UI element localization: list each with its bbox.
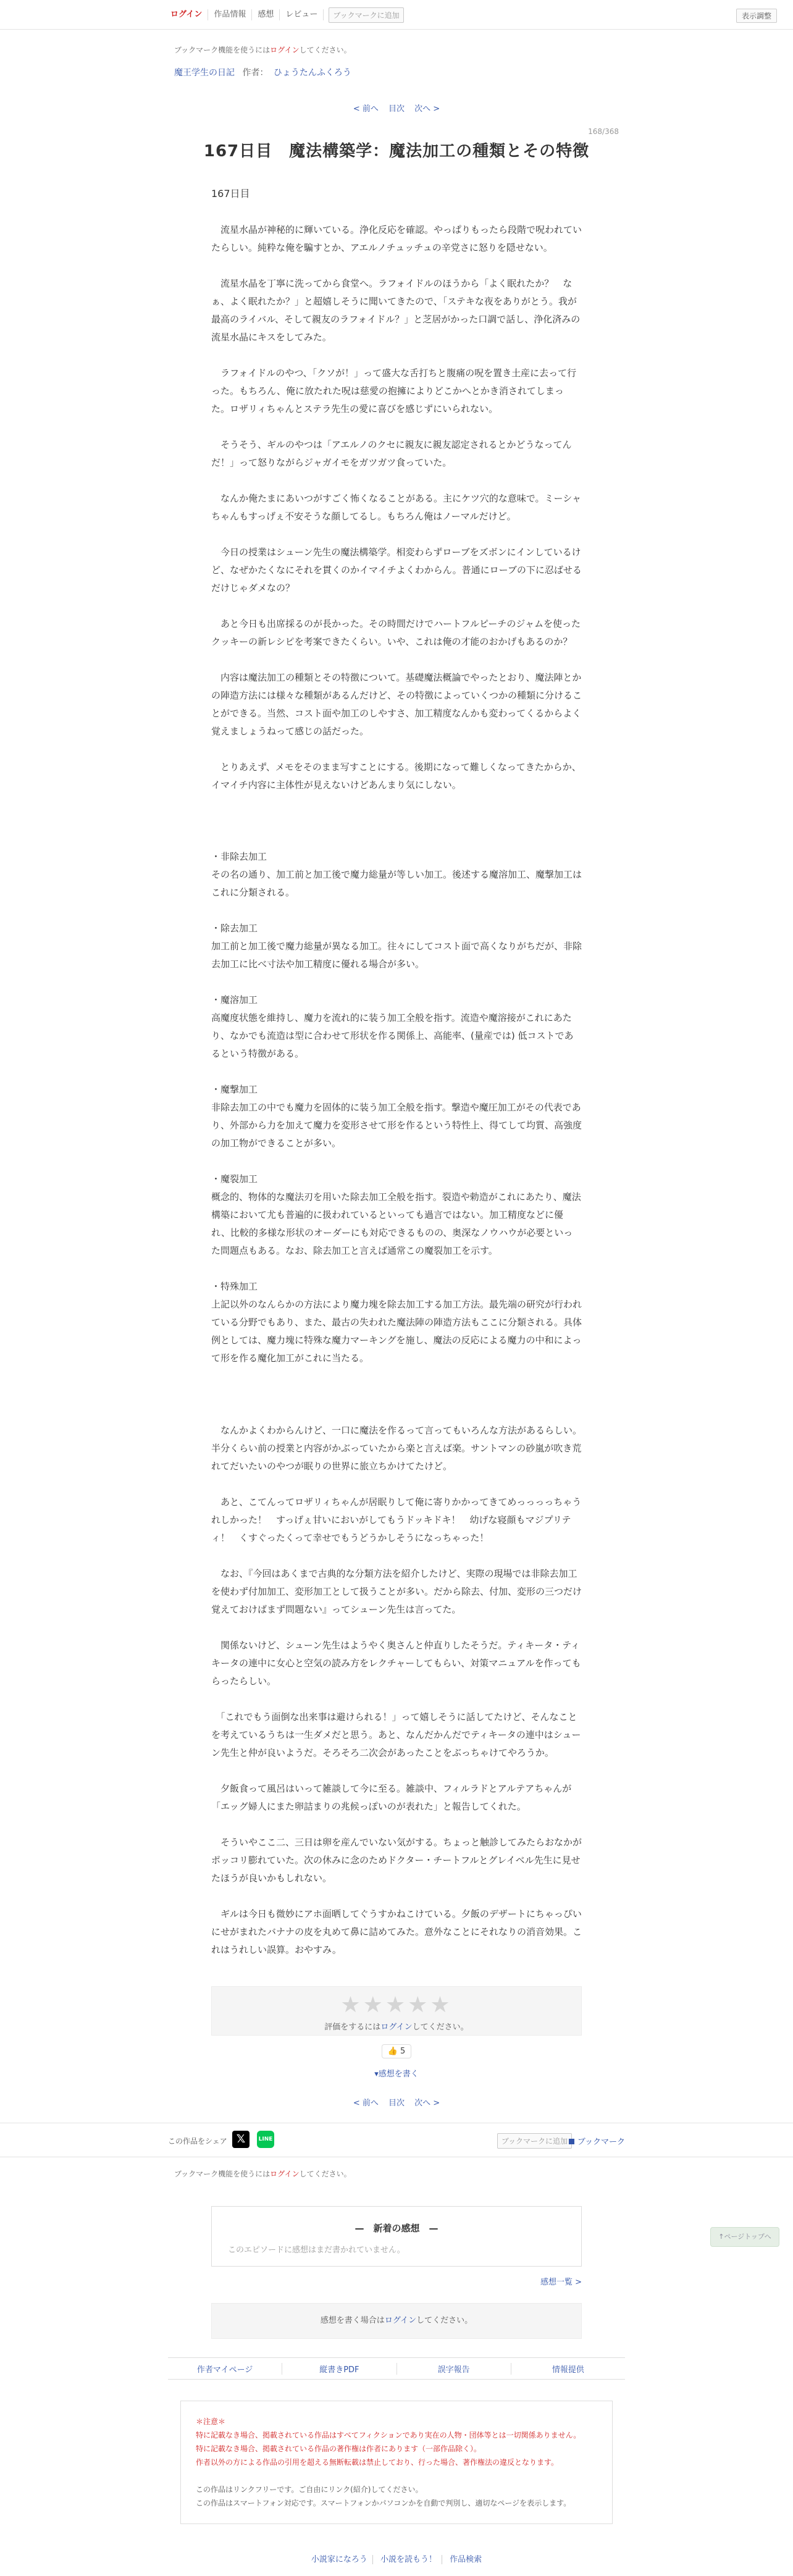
author-link[interactable]: ひょうたんふくろう <box>273 68 351 78</box>
info-provide-link[interactable]: 情報提供 <box>552 2365 584 2375</box>
notice-line: 特に記載なき場合、掲載されている作品の著作権は作者にあります（一部作品除く）。 <box>196 2444 482 2453</box>
notice-title: ＊注意＊ <box>196 2417 226 2426</box>
kinds-list <box>211 848 582 1367</box>
processing-kind-entry <box>211 1170 582 1260</box>
series-line <box>174 66 619 78</box>
write-impression-link[interactable]: ▾感想を書く <box>374 2070 419 2079</box>
footer-links <box>0 2553 793 2573</box>
imp-write-post: してください。 <box>416 2316 473 2325</box>
nav-work-info[interactable]: 作品情報 <box>208 9 252 20</box>
bookmark-add-button[interactable]: ブックマークに追加 <box>329 7 403 23</box>
series-title-link[interactable]: 魔王学生の日記 <box>174 68 235 78</box>
processing-kind-entry <box>211 1278 582 1367</box>
body-paragraph: 今日の授業はシューン先生の魔法構築学。相変わらずローブをズボンにインしているけど、なぜかたくなにそれを貫くのかイマイチよくわからん。普通にローブの下に忍ばせるだけじゃダメなの？ <box>211 547 582 594</box>
kind-text: 非除去加工の中でも魔力を固体的に装う加工全般を指す。撃造や魔圧加工がその代表であり、外部から力を加えて魔力を変形させて形を作るという特性上、得てして均質、高強度の加工物ができることが多い。 <box>211 1102 582 1149</box>
notice-line: この作品はリンクフリーです。ご自由にリンク(紹介)してください。 <box>196 2485 423 2494</box>
body-paragraph: 夕飯食って風呂はいって雑談して今に至る。雑談中、フィルラドとアルテアちゃんが「エッグ婦人にまた卵詰まりの兆候っぽいのが表れた」と報告してくれた。 <box>211 1783 572 1812</box>
kind-text: 上記以外のなんらかの方法により魔力塊を除去加工する加工方法。最先端の研究が行われている分野でもあり、また、最古の失われた魔法陣の陣造方法もここに分類される。具体例としては、魔力塊に特殊な魔力マーキングを施し、魔法の反応による魔力の中和によって形を作る魔化加工がこれに当たる。 <box>211 1299 582 1364</box>
share-bar <box>0 2123 793 2157</box>
kind-text: 加工前と加工後で魔力総量が異なる加工。往々にしてコスト面で高くなりがちだが、非除去加工に比べ寸法や加工精度に優れる場合が多い。 <box>211 941 582 970</box>
nav-impressions[interactable]: 感想 <box>252 9 280 20</box>
impressions-list-link[interactable]: 感想一覧 > <box>540 2278 582 2287</box>
kind-title: ・特殊加工 <box>211 1281 258 1292</box>
bookmark-link[interactable] <box>569 2135 625 2147</box>
vertical-pdf-link[interactable]: 縦書きPDF <box>282 2363 396 2375</box>
section-gap <box>211 794 582 848</box>
rating-login-link[interactable]: ログイン <box>380 2023 413 2032</box>
pager-bottom <box>174 2096 619 2108</box>
kind-title: ・非除去加工 <box>211 851 267 862</box>
like-row <box>174 2044 619 2058</box>
chapter-number: 168/368 <box>588 127 619 136</box>
footer-link-search[interactable]: 作品検索 <box>450 2555 482 2564</box>
share-label: この作品をシェア <box>168 2137 227 2146</box>
toc-link[interactable]: 目次 <box>388 104 405 114</box>
x-share-icon[interactable]: 𝕏 <box>232 2131 250 2148</box>
prev-link[interactable]: < 前へ <box>353 104 379 114</box>
kind-title: ・魔撃加工 <box>211 1084 258 1095</box>
share-inner <box>168 2123 625 2158</box>
imp-write-login-link[interactable]: ログイン <box>384 2316 417 2325</box>
author-mypage-link[interactable]: 作者マイページ <box>168 2363 282 2375</box>
body-paragraph: あと今日も出席採るのが長かった。その時間だけでハートフルピーチのジャムを使ったクッキーの新レシピを考案できたくらい。いや、これは俺の才能のおかげもあるのか？ <box>211 618 581 647</box>
notice-separator <box>196 2469 597 2483</box>
impressions-title: — 新着の感想 — <box>355 2223 438 2234</box>
rating-note <box>212 2020 581 2032</box>
processing-kind-entry <box>211 991 582 1063</box>
new-impressions-box <box>211 2206 582 2267</box>
footer-link-yomou[interactable]: 小説を読もう！ <box>376 2555 442 2564</box>
pager-top <box>174 102 619 114</box>
kind-text: 高魔度状態を維持し、魔力を流れ的に装う加工全般を指す。流造や魔溶接がこれにあたり、なかでも流造は型に合わせて形状を作る関係上、高能率、(量産では) 低コストであるという特徴がある。 <box>211 1012 574 1059</box>
paragraph-group-b <box>211 1422 582 1959</box>
note-text-end: してください。 <box>299 46 351 54</box>
chapter-subtitle: 167日目 <box>211 188 250 199</box>
top-bar <box>0 0 793 30</box>
notice-line: 特に記載なき場合、掲載されている作品はすべてフィクションであり実在の人物・団体等とは一切関係ありません。 <box>196 2431 581 2440</box>
notice-line: この作品はスマートフォン対応です。スマートフォンかパソコンかを自動で判別し、適切なページを表示します。 <box>196 2499 571 2507</box>
toc-link[interactable]: 目次 <box>388 2099 405 2108</box>
kind-title: ・魔裂加工 <box>211 1173 258 1185</box>
rating-note-post: してください。 <box>412 2023 469 2032</box>
kind-title: ・魔溶加工 <box>211 994 258 1005</box>
body-paragraph: 内容は魔法加工の種類とその特徴について。基礎魔法概論でやったとおり、魔法陣とかの陣造方法には様々な種類があるんだけど、その特徴によっていくつかの種類に分けることができる。当然、コスト面や加工のしやすさ、加工精度なんかも変わってくるからよく覚えましょうねって感じの話だった。 <box>211 672 582 737</box>
chapter-title: 167日目 魔法構築学：魔法加工の種類とその特徴 <box>203 142 590 161</box>
note2-login-link[interactable]: ログイン <box>270 2170 300 2178</box>
bookmark-add-button-2[interactable]: ブックマークに追加 <box>497 2133 572 2149</box>
impression-write-box <box>211 2303 582 2339</box>
body-paragraph: 関係ないけど、シューン先生はようやく奥さんと仲直りしたそうだ。ティキータ・ティキータの連中に女心と空気の読み方をレクチャーしてもらい、対策マニュアルを作ってもらったらしい。 <box>211 1640 581 1687</box>
kind-text: 概念的、物体的な魔法刃を用いた除去加工全般を指す。裂造や勅造がこれにあたり、魔法構築において尤も普遍的に扱われているといっても過言ではない。加工精度などに優れ、比較的多様な形状のオーダーにも対応できるものの、奥深なノウハウが必要といった問題点もある。なお、除去加工と言えば通常この魔裂加工を示す。 <box>211 1191 581 1256</box>
author-label: 作者： <box>242 68 269 78</box>
like-button[interactable] <box>382 2044 412 2058</box>
processing-kind-entry <box>211 920 582 973</box>
next-link[interactable]: 次へ > <box>414 2099 440 2108</box>
body-paragraph: ラフォイドルのやつ、「クソが！」って盛大な舌打ちと腹痛の呪を置き土産に去って行った。もちろん、俺に放たれた呪は慈愛の抱擁によりどこかへとかき消されてしまった。ロザリィちゃんとステラ先生の愛に喜びを感じずにいられない。 <box>211 367 577 414</box>
footer-link-narou[interactable]: 小説家になろう <box>306 2555 373 2564</box>
bookmark-label: ブックマーク <box>577 2138 625 2147</box>
body-paragraph: 流星水晶を丁寧に洗ってから食堂へ。ラフォイドルのほうから「よく眠れたか？ なぁ、よく眠れたか？」と超嬉しそうに聞いてきたので、「ステキな夜をありがとう。我が最高のライバル、そして親友のラフォイドル？」と芝居がかった口調で話し、浄化済みの流星水晶にキスをしてみた。 <box>211 278 581 343</box>
note2-post: してください。 <box>299 2170 351 2178</box>
thumbs-up-icon: 👍 <box>387 2047 398 2056</box>
rating-note-pre: 評価をするには <box>324 2023 381 2032</box>
paragraph-group-a <box>211 221 582 794</box>
body-paragraph: あと、こてんってロザリィちゃんが居眠りして俺に寄りかかってきてめっっっっちゃうれしかった！ すっげぇ甘いにおいがしてもうドッキドキ！ 幼げな寝顔もマジプリティ！ くすぐったくって幸せでもうどうかしそうになっちゃった！ <box>211 1496 582 1543</box>
page-top-button[interactable]: ↑ページトップへ <box>710 2227 779 2247</box>
note-text: ブックマーク機能を使うには <box>174 46 271 54</box>
body-paragraph: なんか俺たまにあいつがすごく怖くなることがある。主にケツ穴的な意味で。ミーシャちゃんもすっげぇ不安そうな顔してるし。もちろん俺はノーマルだけど。 <box>211 493 581 522</box>
like-count: 5 <box>400 2047 406 2056</box>
processing-kind-entry <box>211 1081 582 1152</box>
next-link[interactable]: 次へ > <box>414 104 440 114</box>
note2-pre: ブックマーク機能を使うには <box>174 2170 271 2178</box>
main-container <box>174 44 619 2108</box>
notice-line: 作者以外の方による作品の引用を超える無断転載は禁止しており、行った場合、著作権法の違反となります。 <box>196 2458 559 2467</box>
login-link[interactable]: ログイン <box>170 9 208 20</box>
bookmark-login-note <box>174 44 619 55</box>
prev-link[interactable]: < 前へ <box>353 2099 379 2108</box>
body-paragraph: とりあえず、メモをそのまま写すことにする。後期になって難しくなってきたからか、イマイチ内容に主体性が見えないけどあんまり気にしない。 <box>211 761 581 791</box>
body-paragraph: そうそう、ギルのやつは「アエルノのクセに親友に親友認定されるとかどうなってんだ！」って怒りながらジャガイモをガツガツ食っていた。 <box>211 439 572 468</box>
novel-body <box>211 185 582 1959</box>
kind-text: その名の通り、加工前と加工後で魔力総量が等しい加工。後述する魔溶加工、魔撃加工はこれに分類される。 <box>211 869 582 898</box>
kind-title: ・除去加工 <box>211 923 258 934</box>
body-paragraph: そういやここ二、三日は卵を産んでいない気がする。ちょっと触診してみたらおなかがポッコリ膨れていた。次の休みに念のためドクター・チートフルとグレイベル先生に見せたほうが良いかもしれない。 <box>211 1837 582 1884</box>
bookmark-icon <box>569 2139 574 2144</box>
rating-box <box>211 1986 582 2036</box>
body-paragraph: なお、『今回はあくまで古典的な分類方法を紹介したけど、実際の現場では非除去加工を使わず付加加工、変形加工として扱うことが多い。だから除去、付加、変形の三つだけ覚えておけばまず問題ない』ってシューン先生は言ってた。 <box>211 1568 582 1615</box>
nav-reviews[interactable]: レビュー <box>280 9 324 20</box>
impressions-empty: このエピソードに感想はまだ書かれていません。 <box>228 2246 405 2255</box>
line-share-icon[interactable]: LINE <box>257 2131 274 2148</box>
top-nav <box>170 6 404 23</box>
imp-write-pre: 感想を書く場合は <box>320 2316 385 2325</box>
note-login-link[interactable]: ログイン <box>270 46 300 54</box>
body-paragraph: ギルは今日も微妙にアホ面晒してぐうすかねこけている。夕飯のデザートにちゃっぴいにせがまれたバナナの皮を丸めて鼻に詰めてみた。意外なことにそれなりの消音効果。これはうれしい誤算。おやすみ。 <box>211 1908 582 1955</box>
notice-box <box>180 2401 613 2524</box>
body-paragraph: 流星水晶が神秘的に輝いている。浄化反応を確認。やっぱりもったら段階で呪われていたらしい。純粋な俺を騙すとか、アエルノチュッチュの辛党さに怒りを隠せない。 <box>211 224 582 253</box>
body-paragraph: なんかよくわからんけど、一口に魔法を作るって言ってもいろんな方法があるらしい。半分くらい前の授業と内容がかぶっていたから楽と言えば楽。サントマンの砂嵐が吹き荒れてだいたいのやつが眠りの世界に旅立ちかけてたけど。 <box>211 1425 582 1472</box>
rating-stars[interactable]: ★★★★★ <box>340 1992 453 2018</box>
section-gap <box>211 1367 582 1403</box>
processing-kind-entry <box>211 848 582 902</box>
display-settings-button[interactable]: 表示調整 <box>736 9 777 23</box>
bottom-nav <box>168 2357 625 2380</box>
body-paragraph: 「これでもう面倒な出来事は避けられる！」って嬉しそうに話してたけど、そんなことを考えているうちは一生ダメだと思う。あと、なんだかんだでティキータの連中はシューン先生と仲が良いようだ。そろそろ二次会があったことをぶっちゃけてやろうか。 <box>211 1711 581 1758</box>
typo-report-link[interactable]: 誤字報告 <box>397 2363 511 2375</box>
bookmark-login-note-2 <box>174 2168 619 2179</box>
